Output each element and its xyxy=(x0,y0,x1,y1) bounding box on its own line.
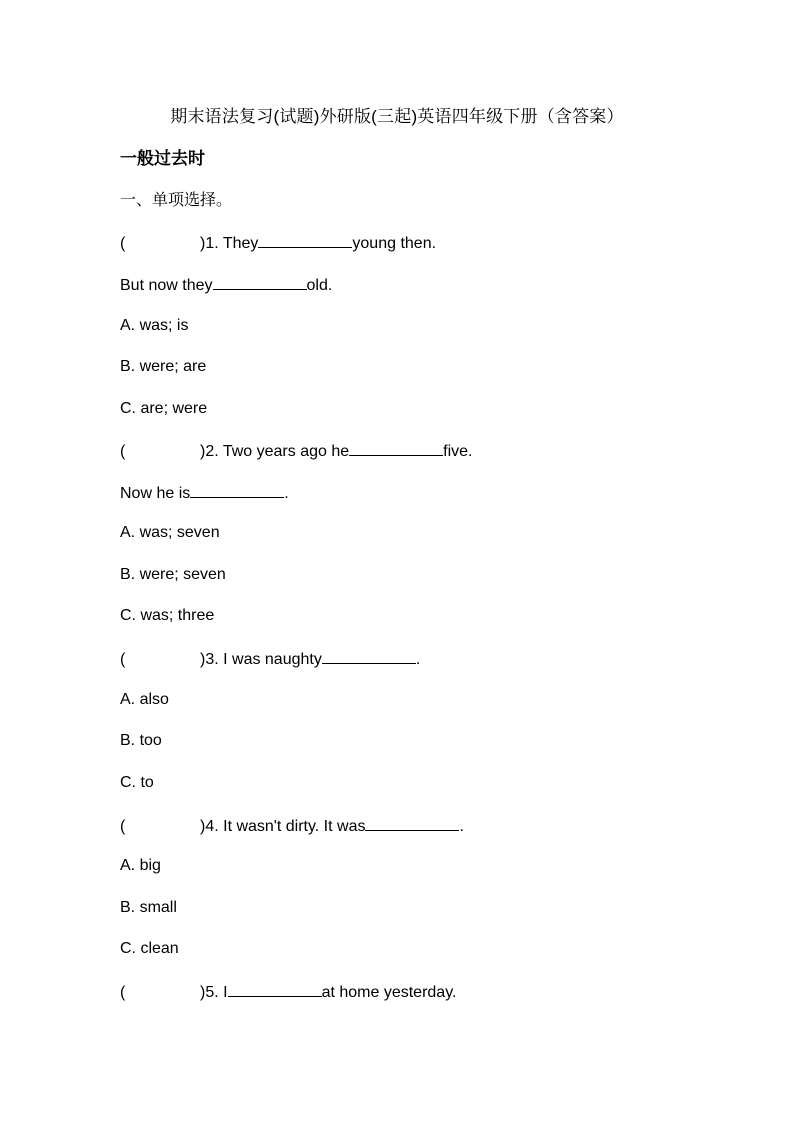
option-b: B. were; are xyxy=(120,358,207,375)
answer-paren-open: ( xyxy=(120,651,126,668)
question-text: . xyxy=(459,818,464,835)
question-number-text: )5. I xyxy=(200,984,228,1001)
option-c: C. are; were xyxy=(120,400,208,417)
question-text: Now he is xyxy=(120,485,191,502)
question-number-text: )4. It wasn't dirty. It was xyxy=(200,818,366,835)
part-heading: 一、单项选择。 xyxy=(120,192,233,209)
question-text: But now they xyxy=(120,277,213,294)
question-text: old. xyxy=(306,277,333,294)
question-2-stem xyxy=(120,437,472,465)
answer-paren-open: ( xyxy=(120,235,126,252)
question-3-stem xyxy=(120,645,420,673)
question-text: . xyxy=(415,651,421,668)
document-title: 期末语法复习(试题)外研版(三起)英语四年级下册（含答案） xyxy=(170,107,624,126)
question-number-text: )1. They xyxy=(200,235,259,252)
option-b: B. too xyxy=(120,732,162,749)
question-text: . xyxy=(284,485,289,502)
question-1-stem-line-2 xyxy=(120,271,332,299)
question-2-stem-line-2 xyxy=(120,479,289,507)
question-5-stem xyxy=(120,978,456,1006)
question-number-text: )3. I was naughty xyxy=(200,651,322,668)
fill-blank xyxy=(258,229,352,248)
option-c: C. was; three xyxy=(120,607,215,624)
question-number-text: )2. Two years ago he xyxy=(200,443,350,460)
fill-blank xyxy=(213,271,307,290)
option-a: A. big xyxy=(120,857,161,874)
option-c: C. clean xyxy=(120,940,179,957)
option-a: A. also xyxy=(120,691,169,708)
question-text: young then. xyxy=(352,235,437,252)
answer-paren-open: ( xyxy=(120,984,126,1001)
option-a: A. was; is xyxy=(120,317,189,334)
fill-blank xyxy=(322,645,416,664)
option-a: A. was; seven xyxy=(120,524,220,541)
question-text: at home yesterday. xyxy=(321,984,457,1001)
answer-paren-open: ( xyxy=(120,443,126,460)
question-text: five. xyxy=(443,443,473,460)
question-1-stem xyxy=(120,229,436,257)
fill-blank xyxy=(228,978,322,997)
answer-paren-open: ( xyxy=(120,818,126,835)
fill-blank xyxy=(190,479,284,498)
fill-blank xyxy=(365,812,459,831)
fill-blank xyxy=(349,437,443,456)
option-b: B. small xyxy=(120,899,177,916)
section-heading: 一般过去时 xyxy=(120,149,205,168)
option-b: B. were; seven xyxy=(120,566,226,583)
question-4-stem xyxy=(120,812,464,840)
option-c: C. to xyxy=(120,774,154,791)
